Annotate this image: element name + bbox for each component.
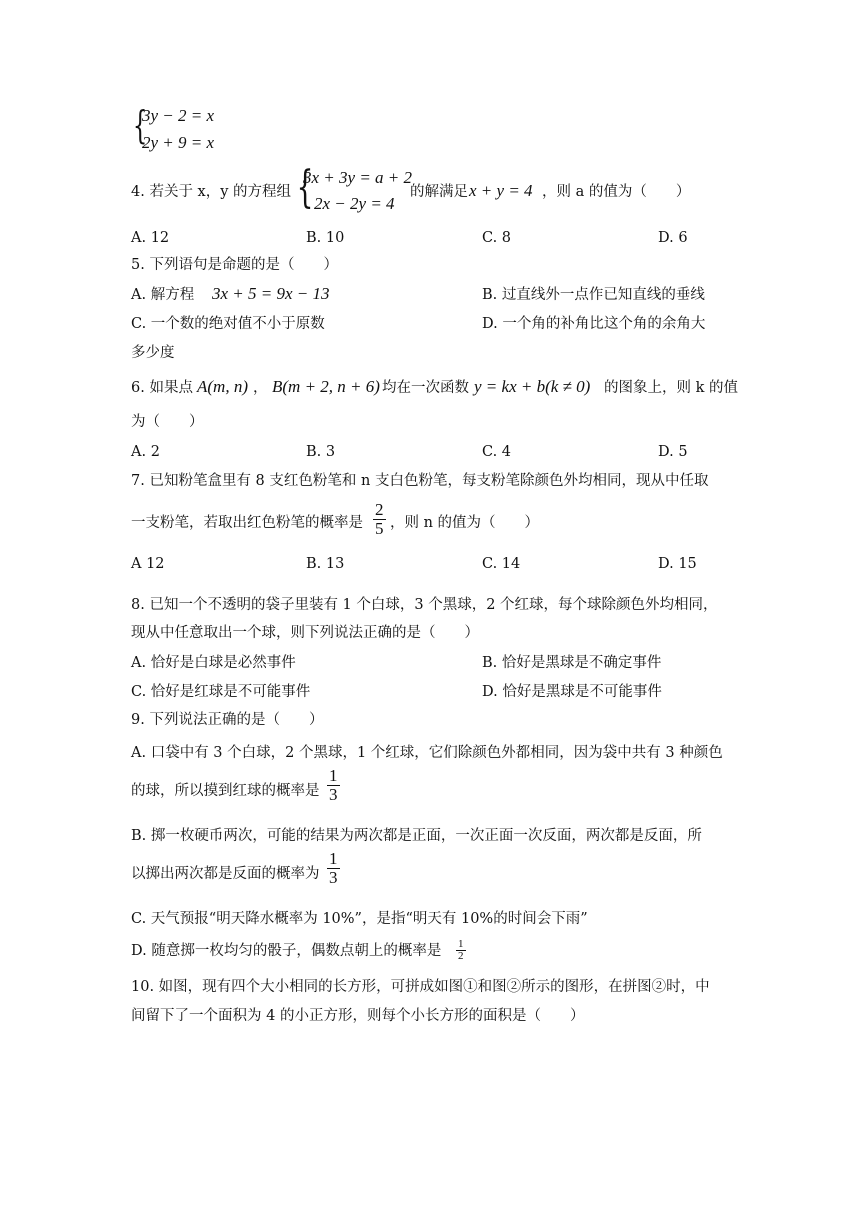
q6-point-a: A(m, n) <box>197 377 248 396</box>
q8-option-d: D. 恰好是黑球是不可能事件 <box>482 684 662 700</box>
fraction-numerator: 1 <box>329 849 338 868</box>
q5-option-d: D. 一个角的补角比这个角的余角大 <box>482 316 706 332</box>
q7-option-b: B. 13 <box>306 556 345 572</box>
q4-prefix: 4. 若关于 x，y 的方程组 <box>131 184 292 200</box>
q8-line-2: 现从中任意取出一个球，则下列说法正确的是（ ） <box>131 625 479 641</box>
q4-option-b: B. 10 <box>306 230 345 246</box>
q5-option-d-continued: 多少度 <box>131 345 175 361</box>
q6-function: y = kx + b(k ≠ 0) <box>474 377 591 396</box>
q4-option-d: D. 6 <box>658 230 688 246</box>
q7-option-d: D. 15 <box>658 556 697 572</box>
q6-continued: 为（ ） <box>131 414 204 430</box>
equation-1: 3y − 2 = x <box>142 106 215 125</box>
q6-option-c: C. 4 <box>482 444 512 460</box>
q9-option-c: C. 天气预报“明天降水概率为 10%”，是指“明天有 10%的时间会下雨” <box>131 911 588 927</box>
q9-option-d-fraction <box>456 939 466 962</box>
q4-mid: 的解满足 <box>410 184 468 200</box>
q7-option-a: A 12 <box>131 556 165 572</box>
q4-equation-1: 3x + 3y = a + 2 <box>303 168 413 187</box>
q4-option-c: C. 8 <box>482 230 512 246</box>
q4-condition: x + y = 4 <box>469 181 533 200</box>
q5-stem: 5. 下列语句是命题的是（ ） <box>131 257 338 273</box>
left-brace: { <box>296 162 314 213</box>
fraction-denominator: 3 <box>329 868 338 887</box>
q9-option-b-fraction <box>327 850 340 887</box>
q9-option-d: D. 随意掷一枚均匀的骰子，偶数点朝上的概率是 <box>131 943 442 959</box>
q6-option-d: D. 5 <box>658 444 688 460</box>
q4-suffix: ，则 a 的值为（ ） <box>542 184 691 200</box>
q6-prefix: 6. 如果点 <box>131 380 193 396</box>
q6-suffix: 的图象上，则 k 的值 <box>604 380 739 396</box>
fraction-numerator: 2 <box>375 500 384 519</box>
q7-option-c: C. 14 <box>482 556 521 572</box>
q10-line-2: 间留下了一个面积为 4 的小正方形，则每个小长方形的面积是（ ） <box>131 1008 585 1024</box>
q5-option-a-label: A. 解方程 <box>131 287 195 303</box>
q9-option-b-line-2: 以掷出两次都是反面的概率为 <box>131 866 320 882</box>
q9-option-a-line-2: 的球，所以摸到红球的概率是 <box>131 783 320 799</box>
q9-option-a-line-1: A. 口袋中有 3 个白球，2 个黑球，1 个红球，它们除颜色外都相同，因为袋中共有 3 种颜色 <box>131 745 723 761</box>
q6-mid: 均在一次函数 <box>382 380 469 396</box>
q7-line-2-prefix: 一支粉笔，若取出红色粉笔的概率是 <box>131 515 363 531</box>
q7-line-1: 7. 已知粉笔盒里有 8 支红色粉笔和 n 支白色粉笔，每支粉笔除颜色外均相同，现从中任取 <box>131 473 709 489</box>
q4-equation-2: 2x − 2y = 4 <box>314 194 395 213</box>
q5-option-b: B. 过直线外一点作已知直线的垂线 <box>482 287 705 303</box>
q5-option-a-equation: 3x + 5 = 9x − 13 <box>212 284 330 303</box>
fraction-numerator: 1 <box>329 766 338 785</box>
q8-option-b: B. 恰好是黑球是不确定事件 <box>482 655 662 671</box>
q9-stem: 9. 下列说法正确的是（ ） <box>131 712 324 728</box>
q8-option-a: A. 恰好是白球是必然事件 <box>131 655 296 671</box>
fraction-denominator: 5 <box>375 519 384 538</box>
q9-option-a-fraction <box>327 767 340 804</box>
fraction-denominator: 3 <box>329 785 338 804</box>
left-brace: { <box>132 103 148 147</box>
q5-option-c: C. 一个数的绝对值不小于原数 <box>131 316 325 332</box>
q6-separator: ， <box>253 380 268 396</box>
q8-option-c: C. 恰好是红球是不可能事件 <box>131 684 311 700</box>
q10-line-1: 10. 如图，现有四个大小相同的长方形，可拼成如图①和图②所示的图形，在拼图②时，中 <box>131 979 710 995</box>
fraction-numerator: 1 <box>458 938 464 950</box>
q7-line-2-suffix: ，则 n 的值为（ ） <box>390 515 540 531</box>
fraction-denominator: 2 <box>458 950 464 962</box>
q6-option-b: B. 3 <box>306 444 336 460</box>
q4-option-a: A. 12 <box>131 230 170 246</box>
q6-option-a: A. 2 <box>131 444 160 460</box>
equation-2: 2y + 9 = x <box>142 133 215 152</box>
q6-point-b: B(m + 2, n + 6) <box>272 377 380 396</box>
q9-option-b-line-1: B. 掷一枚硬币两次，可能的结果为两次都是正面，一次正面一次反面，两次都是反面，所 <box>131 828 702 844</box>
q7-probability-fraction <box>373 501 386 538</box>
q8-line-1: 8. 已知一个不透明的袋子里装有 1 个白球，3 个黑球，2 个红球，每个球除颜色外均相同， <box>131 597 718 613</box>
